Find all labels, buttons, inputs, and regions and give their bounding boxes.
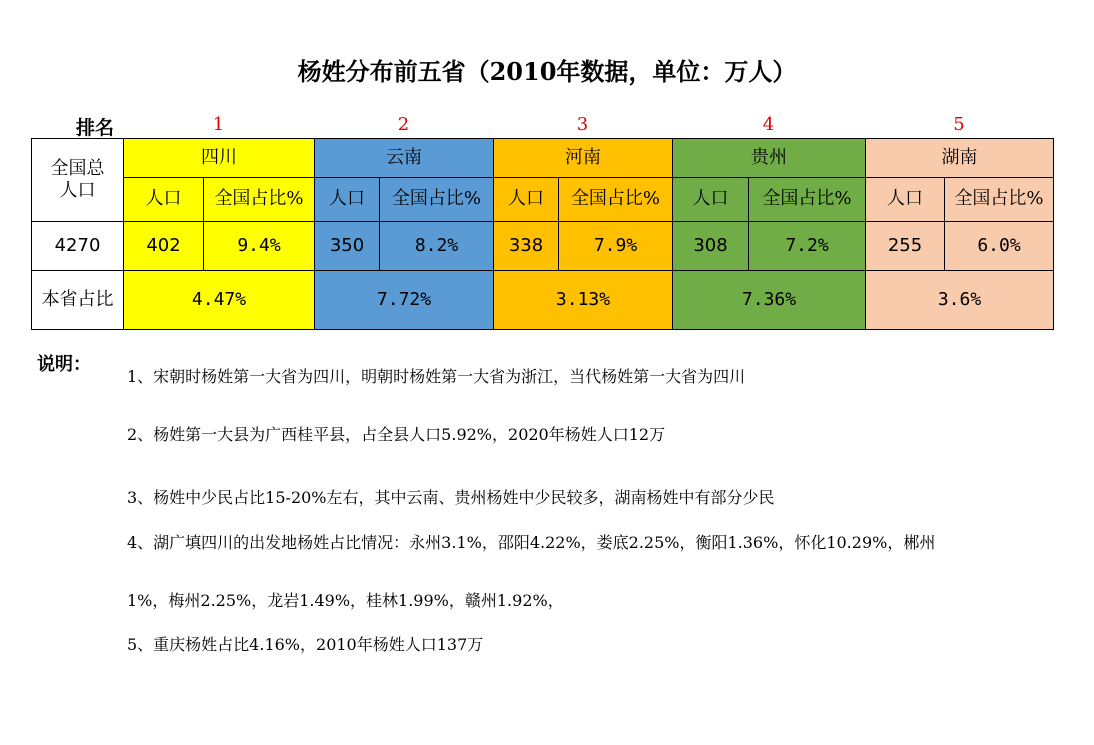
total-population-label: 全国总人口 <box>32 139 124 222</box>
province-ratio-value: 7.72% <box>315 271 494 330</box>
notes-label: 说明： <box>37 354 91 375</box>
note-4-continued: 1%，梅州2.25%，龙岩1.49%，桂林1.99%，赣州1.92%， <box>127 591 564 610</box>
pop-value: 402 <box>124 222 204 271</box>
note-4: 4、湖广填四川的出发地杨姓占比情况：永州3.1%，邵阳4.22%，娄底2.25%，衡阳1.36%，怀化10.29%，郴州 <box>127 533 936 552</box>
note-5: 5、重庆杨姓占比4.16%，2010年杨姓人口137万 <box>127 635 484 654</box>
pct-value: 7.9% <box>559 222 673 271</box>
pop-value: 255 <box>866 222 945 271</box>
col-header-pop: 人口 <box>315 178 380 222</box>
pop-value: 350 <box>315 222 380 271</box>
rank-3: 3 <box>576 114 589 135</box>
pop-value: 338 <box>494 222 559 271</box>
col-header-pct: 全国占比% <box>945 178 1054 222</box>
province-henan: 河南 <box>494 139 673 178</box>
pop-value: 308 <box>673 222 749 271</box>
pct-value: 7.2% <box>749 222 866 271</box>
province-sichuan: 四川 <box>124 139 315 178</box>
pct-value: 9.4% <box>204 222 315 271</box>
note-3: 3、杨姓中少民占比15-20%左右，其中云南、贵州杨姓中少民较多，湖南杨姓中有部分少民 <box>127 488 775 507</box>
province-yunnan: 云南 <box>315 139 494 178</box>
province-ratio-value: 7.36% <box>673 271 866 330</box>
col-header-pop: 人口 <box>494 178 559 222</box>
note-1: 1、宋朝时杨姓第一大省为四川，明朝时杨姓第一大省为浙江，当代杨姓第一大省为四川 <box>127 367 746 386</box>
col-header-pop: 人口 <box>866 178 945 222</box>
page-title: 杨姓分布前五省（2010年数据，单位：万人） <box>297 57 797 86</box>
province-ratio-value: 4.47% <box>124 271 315 330</box>
rank-4: 4 <box>762 114 775 135</box>
rank-label: 排名 <box>76 117 115 139</box>
rank-2: 2 <box>397 114 410 135</box>
col-header-pct: 全国占比% <box>749 178 866 222</box>
province-ratio-value: 3.13% <box>494 271 673 330</box>
province-hunan: 湖南 <box>866 139 1054 178</box>
note-2: 2、杨姓第一大县为广西桂平县，占全县人口5.92%，2020年杨姓人口12万 <box>127 425 666 444</box>
rank-5: 5 <box>953 114 965 135</box>
col-header-pct: 全国占比% <box>559 178 673 222</box>
col-header-pop: 人口 <box>673 178 749 222</box>
col-header-pct: 全国占比% <box>204 178 315 222</box>
province-ratio-value: 3.6% <box>866 271 1054 330</box>
col-header-pop: 人口 <box>124 178 204 222</box>
province-guizhou: 贵州 <box>673 139 866 178</box>
population-table <box>31 138 1054 330</box>
col-header-pct: 全国占比% <box>380 178 494 222</box>
province-ratio-label: 本省占比 <box>32 271 124 330</box>
pct-value: 8.2% <box>380 222 494 271</box>
rank-1: 1 <box>212 114 225 135</box>
pct-value: 6.0% <box>945 222 1054 271</box>
total-population-value: 4270 <box>32 222 124 271</box>
